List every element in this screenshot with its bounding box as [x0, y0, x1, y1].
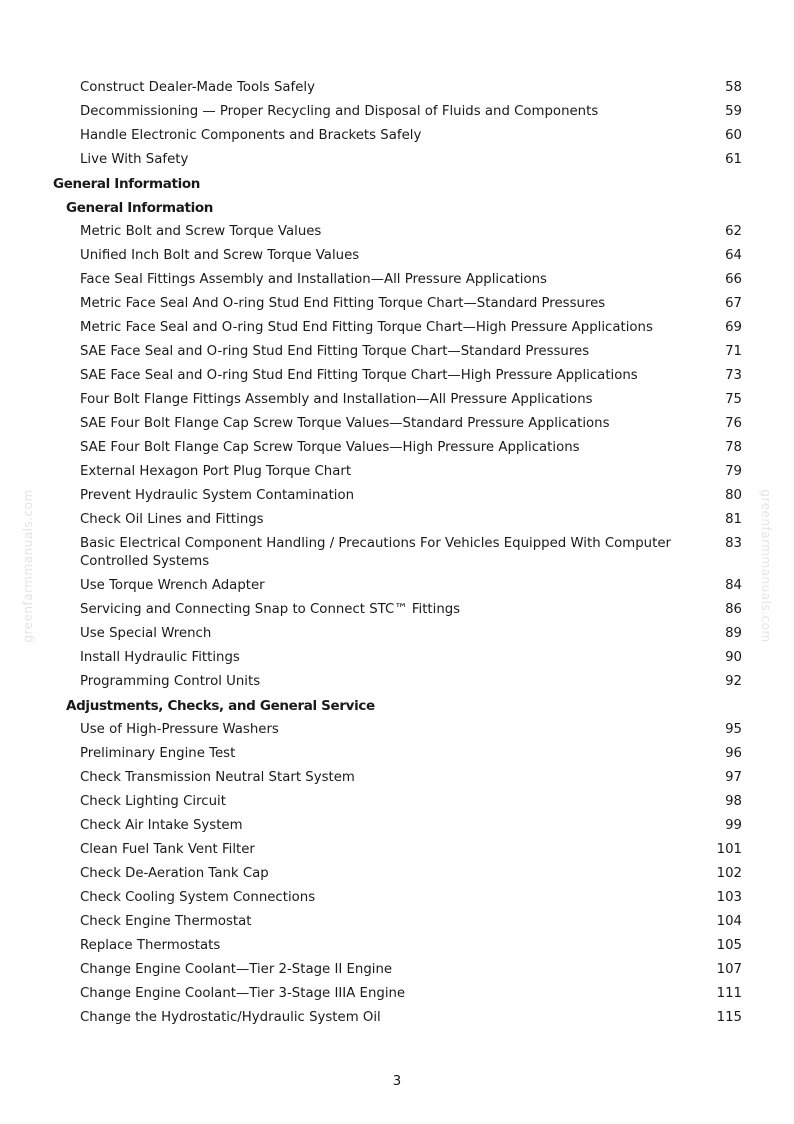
- toc-entry-title: Basic Electrical Component Handling / Precautions For Vehicles Equipped With Computer Controlled Systems: [80, 536, 671, 569]
- toc-entry-page: 104: [716, 914, 742, 929]
- toc-entry[interactable]: [0, 124, 794, 148]
- toc-entry[interactable]: [0, 532, 794, 574]
- toc-entry-title: Decommissioning — Proper Recycling and Disposal of Fluids and Components: [80, 104, 599, 119]
- toc-entry-title: Clean Fuel Tank Vent Filter: [80, 842, 255, 857]
- toc-section-heading: [0, 172, 794, 196]
- toc-entry-title: Check Oil Lines and Fittings: [80, 512, 264, 527]
- toc-entry-page: 103: [716, 890, 742, 905]
- toc-entry[interactable]: [0, 268, 794, 292]
- toc-entry-title: Use Torque Wrench Adapter: [80, 578, 265, 593]
- toc-entry-page: 90: [725, 650, 742, 665]
- toc-entry[interactable]: [0, 148, 794, 172]
- page-number: 3: [392, 1074, 402, 1089]
- toc-section-heading: [0, 694, 794, 718]
- toc-entry-title: Face Seal Fittings Assembly and Installation—All Pressure Applications: [80, 272, 547, 287]
- toc-entry-title: Servicing and Connecting Snap to Connect STC™ Fittings: [80, 602, 461, 617]
- toc-entry-page: 75: [725, 392, 742, 407]
- toc-entry-page: 99: [725, 818, 742, 833]
- toc-entry-page: 107: [716, 962, 742, 977]
- toc-entry-title: Check Cooling System Connections: [80, 890, 316, 905]
- toc-entry-title: General Information: [66, 200, 214, 216]
- toc-entry-title: Preliminary Engine Test: [80, 746, 236, 761]
- toc-entry[interactable]: [0, 220, 794, 244]
- toc-entry-title: External Hexagon Port Plug Torque Chart: [80, 464, 352, 479]
- toc-entry-page: 67: [725, 296, 742, 311]
- toc-entry-page: 98: [725, 794, 742, 809]
- toc-entry[interactable]: [0, 100, 794, 124]
- toc-entry-page: 86: [725, 602, 742, 617]
- toc-entry-page: 102: [716, 866, 742, 881]
- toc-entry-page: 101: [716, 842, 742, 857]
- toc-entry[interactable]: [0, 934, 794, 958]
- toc-entry-page: 115: [716, 1010, 742, 1025]
- toc-entry-page: 61: [725, 152, 742, 167]
- toc-entry-page: 92: [725, 674, 742, 689]
- toc-entry[interactable]: [0, 622, 794, 646]
- toc-entry-page: 58: [725, 80, 742, 95]
- toc-entry-page: 96: [725, 746, 742, 761]
- toc-entry[interactable]: [0, 340, 794, 364]
- toc-entry[interactable]: [0, 244, 794, 268]
- toc-entry[interactable]: [0, 412, 794, 436]
- toc-entry-title: Construct Dealer-Made Tools Safely: [80, 80, 315, 95]
- toc-entry-title: Replace Thermostats: [80, 938, 221, 953]
- toc-entry-title: Prevent Hydraulic System Contamination: [80, 488, 355, 503]
- toc-entry-title: Metric Face Seal And O-ring Stud End Fitting Torque Chart—Standard Pressures: [80, 296, 606, 311]
- toc-entry-title: Unified Inch Bolt and Screw Torque Values: [80, 248, 360, 263]
- toc-entry-page: 78: [725, 440, 742, 455]
- toc-entry-title: Install Hydraulic Fittings: [80, 650, 240, 665]
- toc-entry[interactable]: [0, 364, 794, 388]
- toc-entry-title: Use Special Wrench: [80, 626, 212, 641]
- toc-entry-page: 111: [716, 986, 742, 1001]
- toc-entry-page: 71: [725, 344, 742, 359]
- toc-entry-title: SAE Four Bolt Flange Cap Screw Torque Values—Standard Pressure Applications: [80, 416, 610, 431]
- watermark-left: greenfarmmanuals.com: [21, 489, 35, 643]
- toc-entry[interactable]: [0, 76, 794, 100]
- toc-entry-page: 69: [725, 320, 742, 335]
- toc-entry[interactable]: [0, 316, 794, 340]
- toc-entry-title: Check Engine Thermostat: [80, 914, 252, 929]
- toc-entry-page: 73: [725, 368, 742, 383]
- toc-entry[interactable]: [0, 862, 794, 886]
- toc-entry[interactable]: [0, 718, 794, 742]
- toc-entry[interactable]: [0, 886, 794, 910]
- toc-entry-page: 84: [725, 578, 742, 593]
- toc-entry[interactable]: [0, 814, 794, 838]
- toc-entry-page: 59: [725, 104, 742, 119]
- toc-entry-title: Change Engine Coolant—Tier 3-Stage IIIA Engine: [80, 986, 406, 1001]
- toc-entry-title: Adjustments, Checks, and General Service: [66, 698, 375, 714]
- toc-entry[interactable]: [0, 436, 794, 460]
- toc-entry-title: Four Bolt Flange Fittings Assembly and Installation—All Pressure Applications: [80, 392, 593, 407]
- toc-entry-page: 81: [725, 512, 742, 527]
- toc-entry-title: Programming Control Units: [80, 674, 261, 689]
- toc-entry-title: Change Engine Coolant—Tier 2-Stage II Engine: [80, 962, 393, 977]
- toc-entry-title: Check Lighting Circuit: [80, 794, 226, 809]
- watermark-right: greenfarmmanuals.com: [759, 489, 773, 643]
- toc-entry[interactable]: [0, 484, 794, 508]
- toc-entry[interactable]: [0, 292, 794, 316]
- toc-entry[interactable]: [0, 1006, 794, 1030]
- toc-entry[interactable]: [0, 838, 794, 862]
- toc-entry-page: 76: [725, 416, 742, 431]
- toc-entry[interactable]: [0, 508, 794, 532]
- toc-entry-title: Live With Safety: [80, 152, 189, 167]
- toc-entry-page: 62: [725, 224, 742, 239]
- toc-entry-title: SAE Face Seal and O-ring Stud End Fitting Torque Chart—Standard Pressures: [80, 344, 590, 359]
- toc-entry-page: 79: [725, 464, 742, 479]
- toc-entry-title: Use of High-Pressure Washers: [80, 722, 279, 737]
- toc-entry-page: 80: [725, 488, 742, 503]
- toc-entry[interactable]: [0, 766, 794, 790]
- toc-entry-page: 83: [725, 536, 742, 551]
- toc-entry[interactable]: [0, 388, 794, 412]
- toc-entry[interactable]: [0, 598, 794, 622]
- toc-entry-page: 64: [725, 248, 742, 263]
- toc-entry-title: Metric Bolt and Screw Torque Values: [80, 224, 322, 239]
- toc-entry-title: Check Air Intake System: [80, 818, 243, 833]
- table-of-contents: [0, 76, 794, 1030]
- toc-section-heading: [0, 196, 794, 220]
- toc-entry-title: Check Transmission Neutral Start System: [80, 770, 355, 785]
- toc-entry-title: Change the Hydrostatic/Hydraulic System Oil: [80, 1010, 381, 1025]
- toc-entry-page: 105: [716, 938, 742, 953]
- toc-entry-title: SAE Face Seal and O-ring Stud End Fitting Torque Chart—High Pressure Applications: [80, 368, 638, 383]
- toc-entry[interactable]: [0, 670, 794, 694]
- toc-entry[interactable]: [0, 910, 794, 934]
- toc-entry[interactable]: [0, 460, 794, 484]
- toc-entry[interactable]: [0, 982, 794, 1006]
- toc-entry-page: 97: [725, 770, 742, 785]
- toc-entry-page: 89: [725, 626, 742, 641]
- toc-entry-page: 60: [725, 128, 742, 143]
- toc-entry-title: Check De-Aeration Tank Cap: [80, 866, 269, 881]
- toc-entry[interactable]: [0, 958, 794, 982]
- toc-entry[interactable]: [0, 646, 794, 670]
- toc-entry[interactable]: [0, 790, 794, 814]
- toc-entry-page: 95: [725, 722, 742, 737]
- toc-entry-page: 66: [725, 272, 742, 287]
- toc-entry[interactable]: [0, 574, 794, 598]
- toc-entry[interactable]: [0, 742, 794, 766]
- toc-entry-title: SAE Four Bolt Flange Cap Screw Torque Values—High Pressure Applications: [80, 440, 580, 455]
- toc-entry-title: General Information: [53, 176, 201, 192]
- toc-entry-title: Handle Electronic Components and Brackets Safely: [80, 128, 422, 143]
- toc-entry-title: Metric Face Seal and O-ring Stud End Fitting Torque Chart—High Pressure Applications: [80, 320, 653, 335]
